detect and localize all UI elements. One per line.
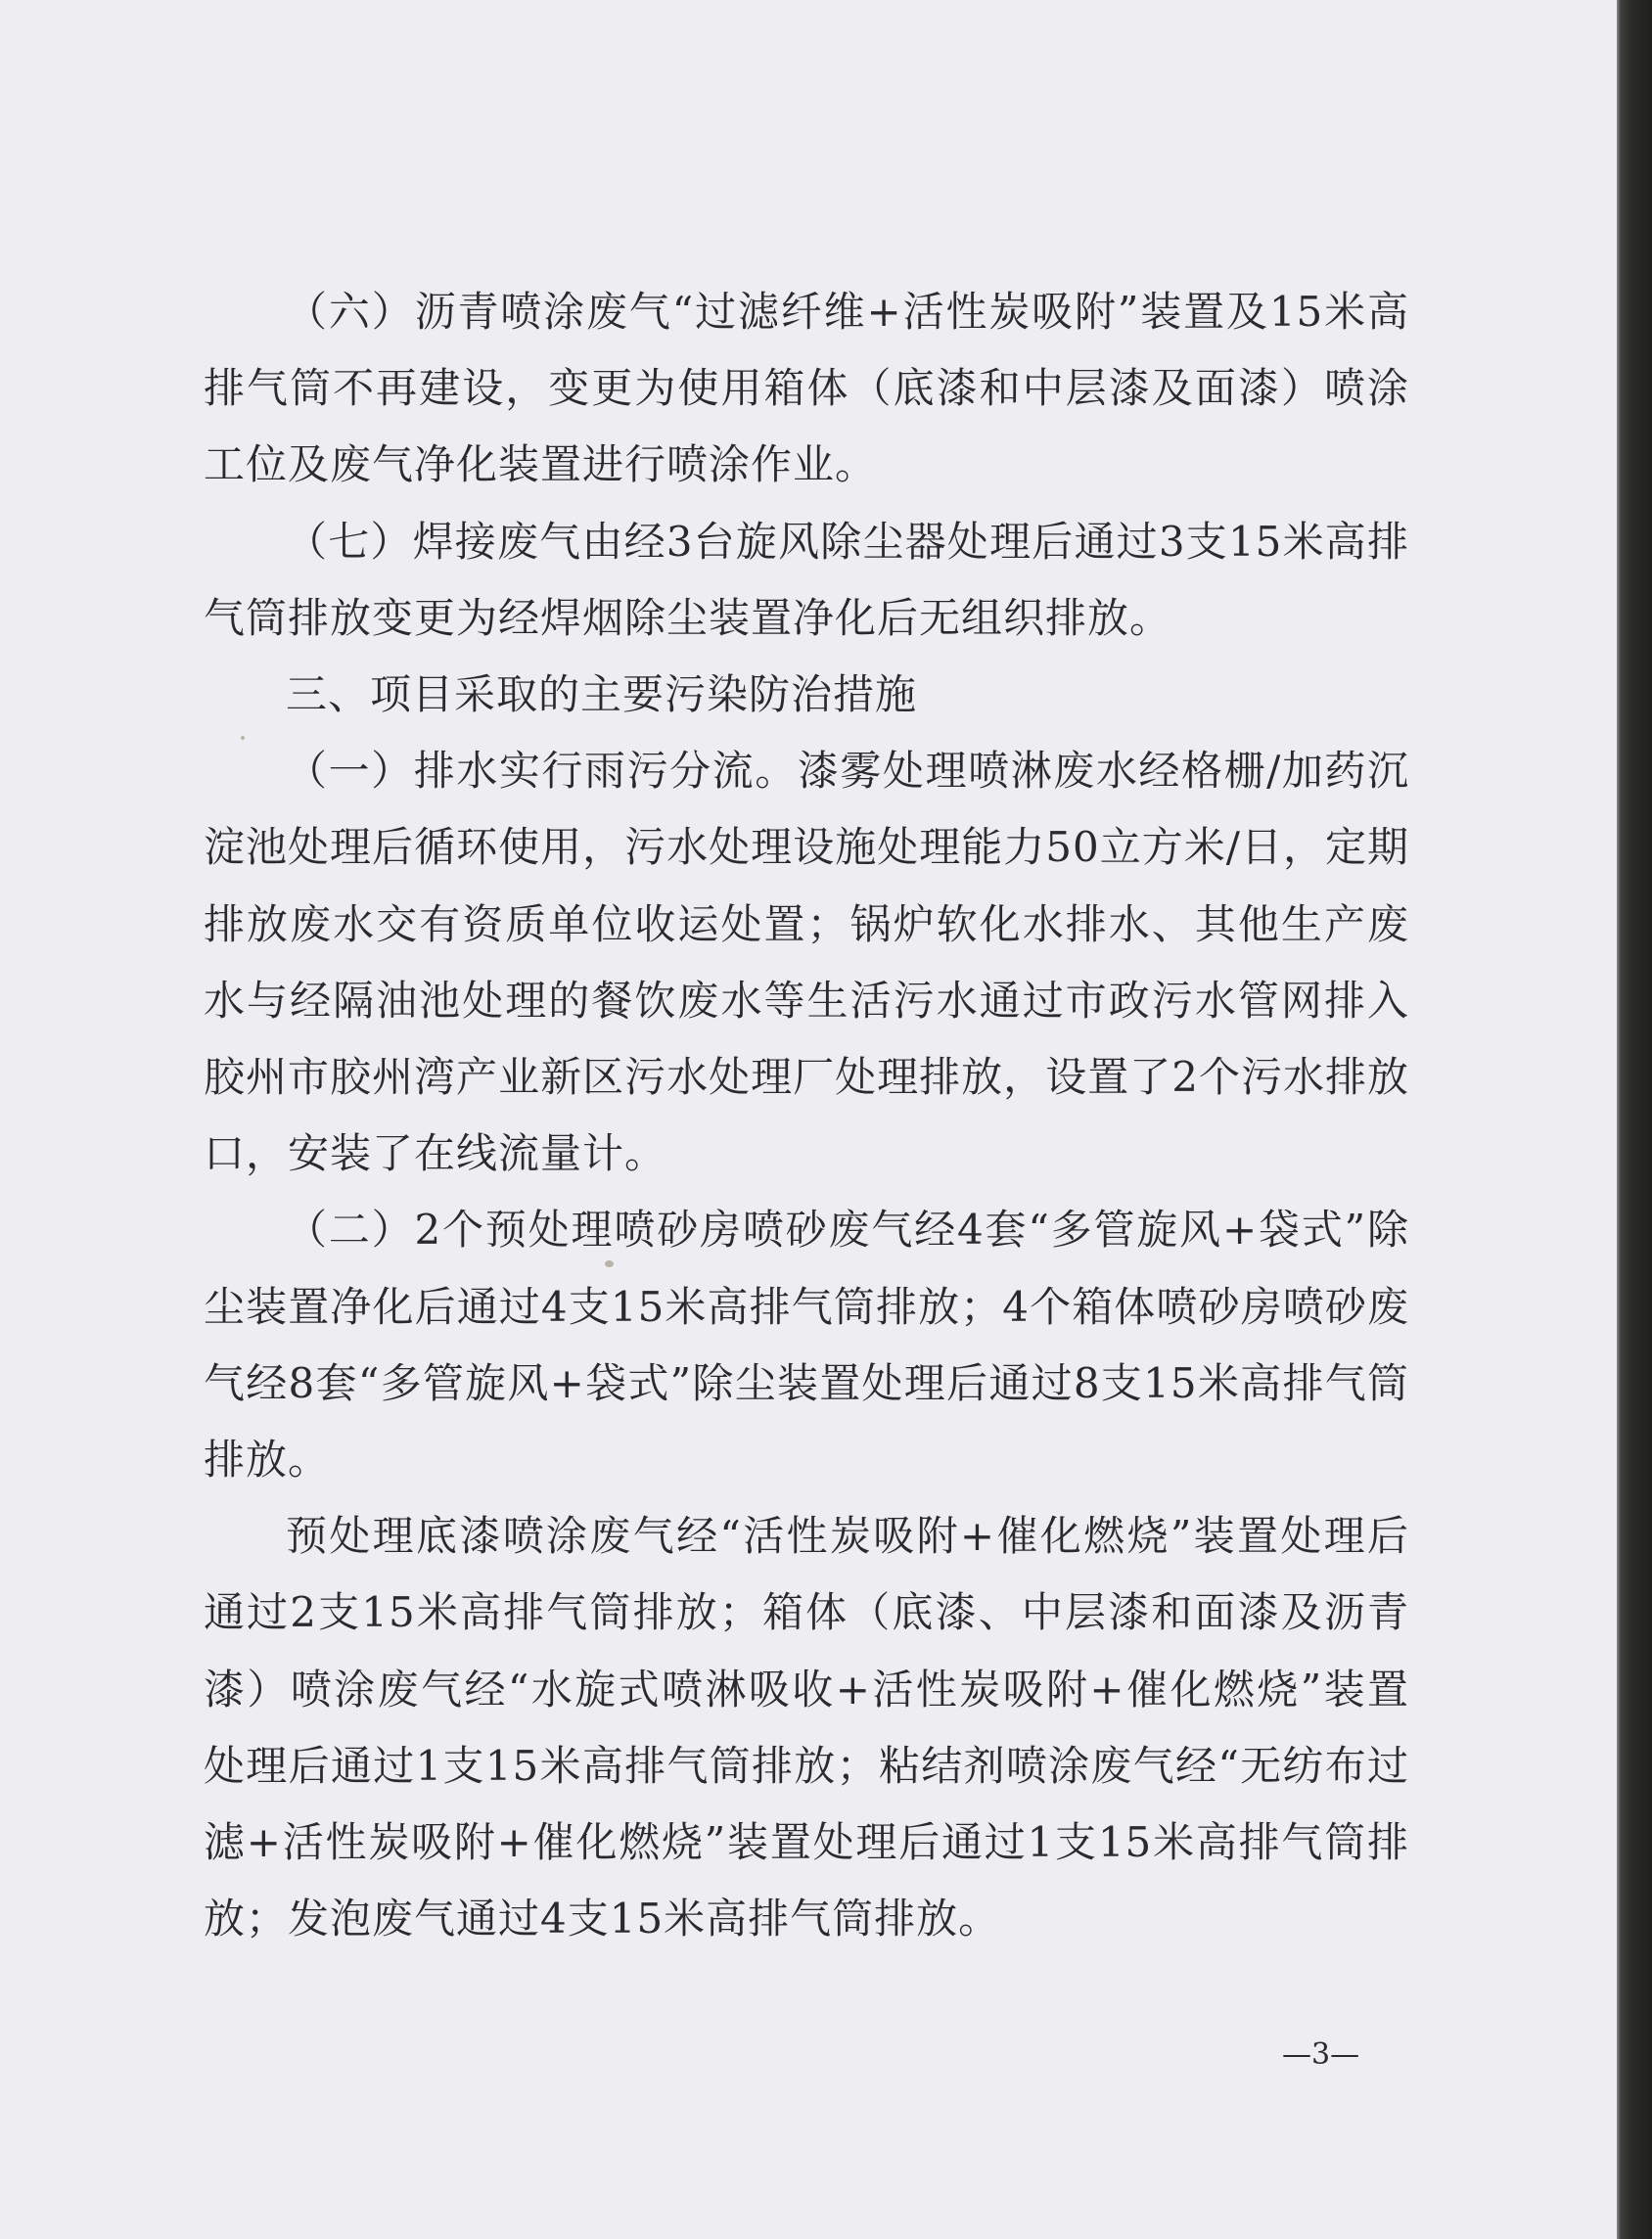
scan-binding-edge [1617, 0, 1652, 2239]
paragraph-measure-1: （一）排水实行雨污分流。漆雾处理喷淋废水经格栅/加药沉淀池处理后循环使用，污水处理设施处理能力50立方米/日，定期排放废水交有资质单位收运处置；锅炉软化水排水、其他生产废水与经隔油池处理的餐饮废水等生活污水通过市政污水管网排入胶州市胶州湾产业新区污水处理厂处理排放，设置了2个污水排放口，安装了在线流量计。 [204, 747, 1409, 1178]
paragraph-item-7: （七）焊接废气由经3台旋风除尘器处理后通过3支15米高排气筒排放变更为经焊烟除尘装置净化后无组织排放。 [204, 517, 1409, 642]
paragraph-item-6: （六）沥青喷涂废气“过滤纤维+活性炭吸附”装置及15米高排气筒不再建设，变更为使用箱体（底漆和中层漆及面漆）喷涂工位及废气净化装置进行喷涂作业。 [204, 288, 1409, 489]
paragraph-measure-2: （二）2个预处理喷砂房喷砂废气经4套“多管旋风+袋式”除尘装置净化后通过4支15米高排气筒排放；4个箱体喷砂房喷砂废气经8套“多管旋风+袋式”除尘装置处理后通过8支15米高排气筒排放。 [204, 1206, 1409, 1485]
scan-speck [241, 736, 245, 740]
page-number: —3— [1282, 2037, 1360, 2072]
scan-speck [605, 1260, 614, 1267]
paragraph-measure-2-continued: 预处理底漆喷涂废气经“活性炭吸附+催化燃烧”装置处理后通过2支15米高排气筒排放；箱体（底漆、中层漆和面漆及沥青漆）喷涂废气经“水旋式喷淋吸收+活性炭吸附+催化燃烧”装置处理后通过1支15米高排气筒排放；粘结剂喷涂废气经“无纺布过滤+活性炭吸附+催化燃烧”装置处理后通过1支15米高排气筒排放；发泡废气通过4支15米高排气筒排放。 [204, 1512, 1409, 1943]
section-heading-3: 三、项目采取的主要污染防治措施 [286, 670, 918, 719]
document-body [204, 274, 1409, 1957]
